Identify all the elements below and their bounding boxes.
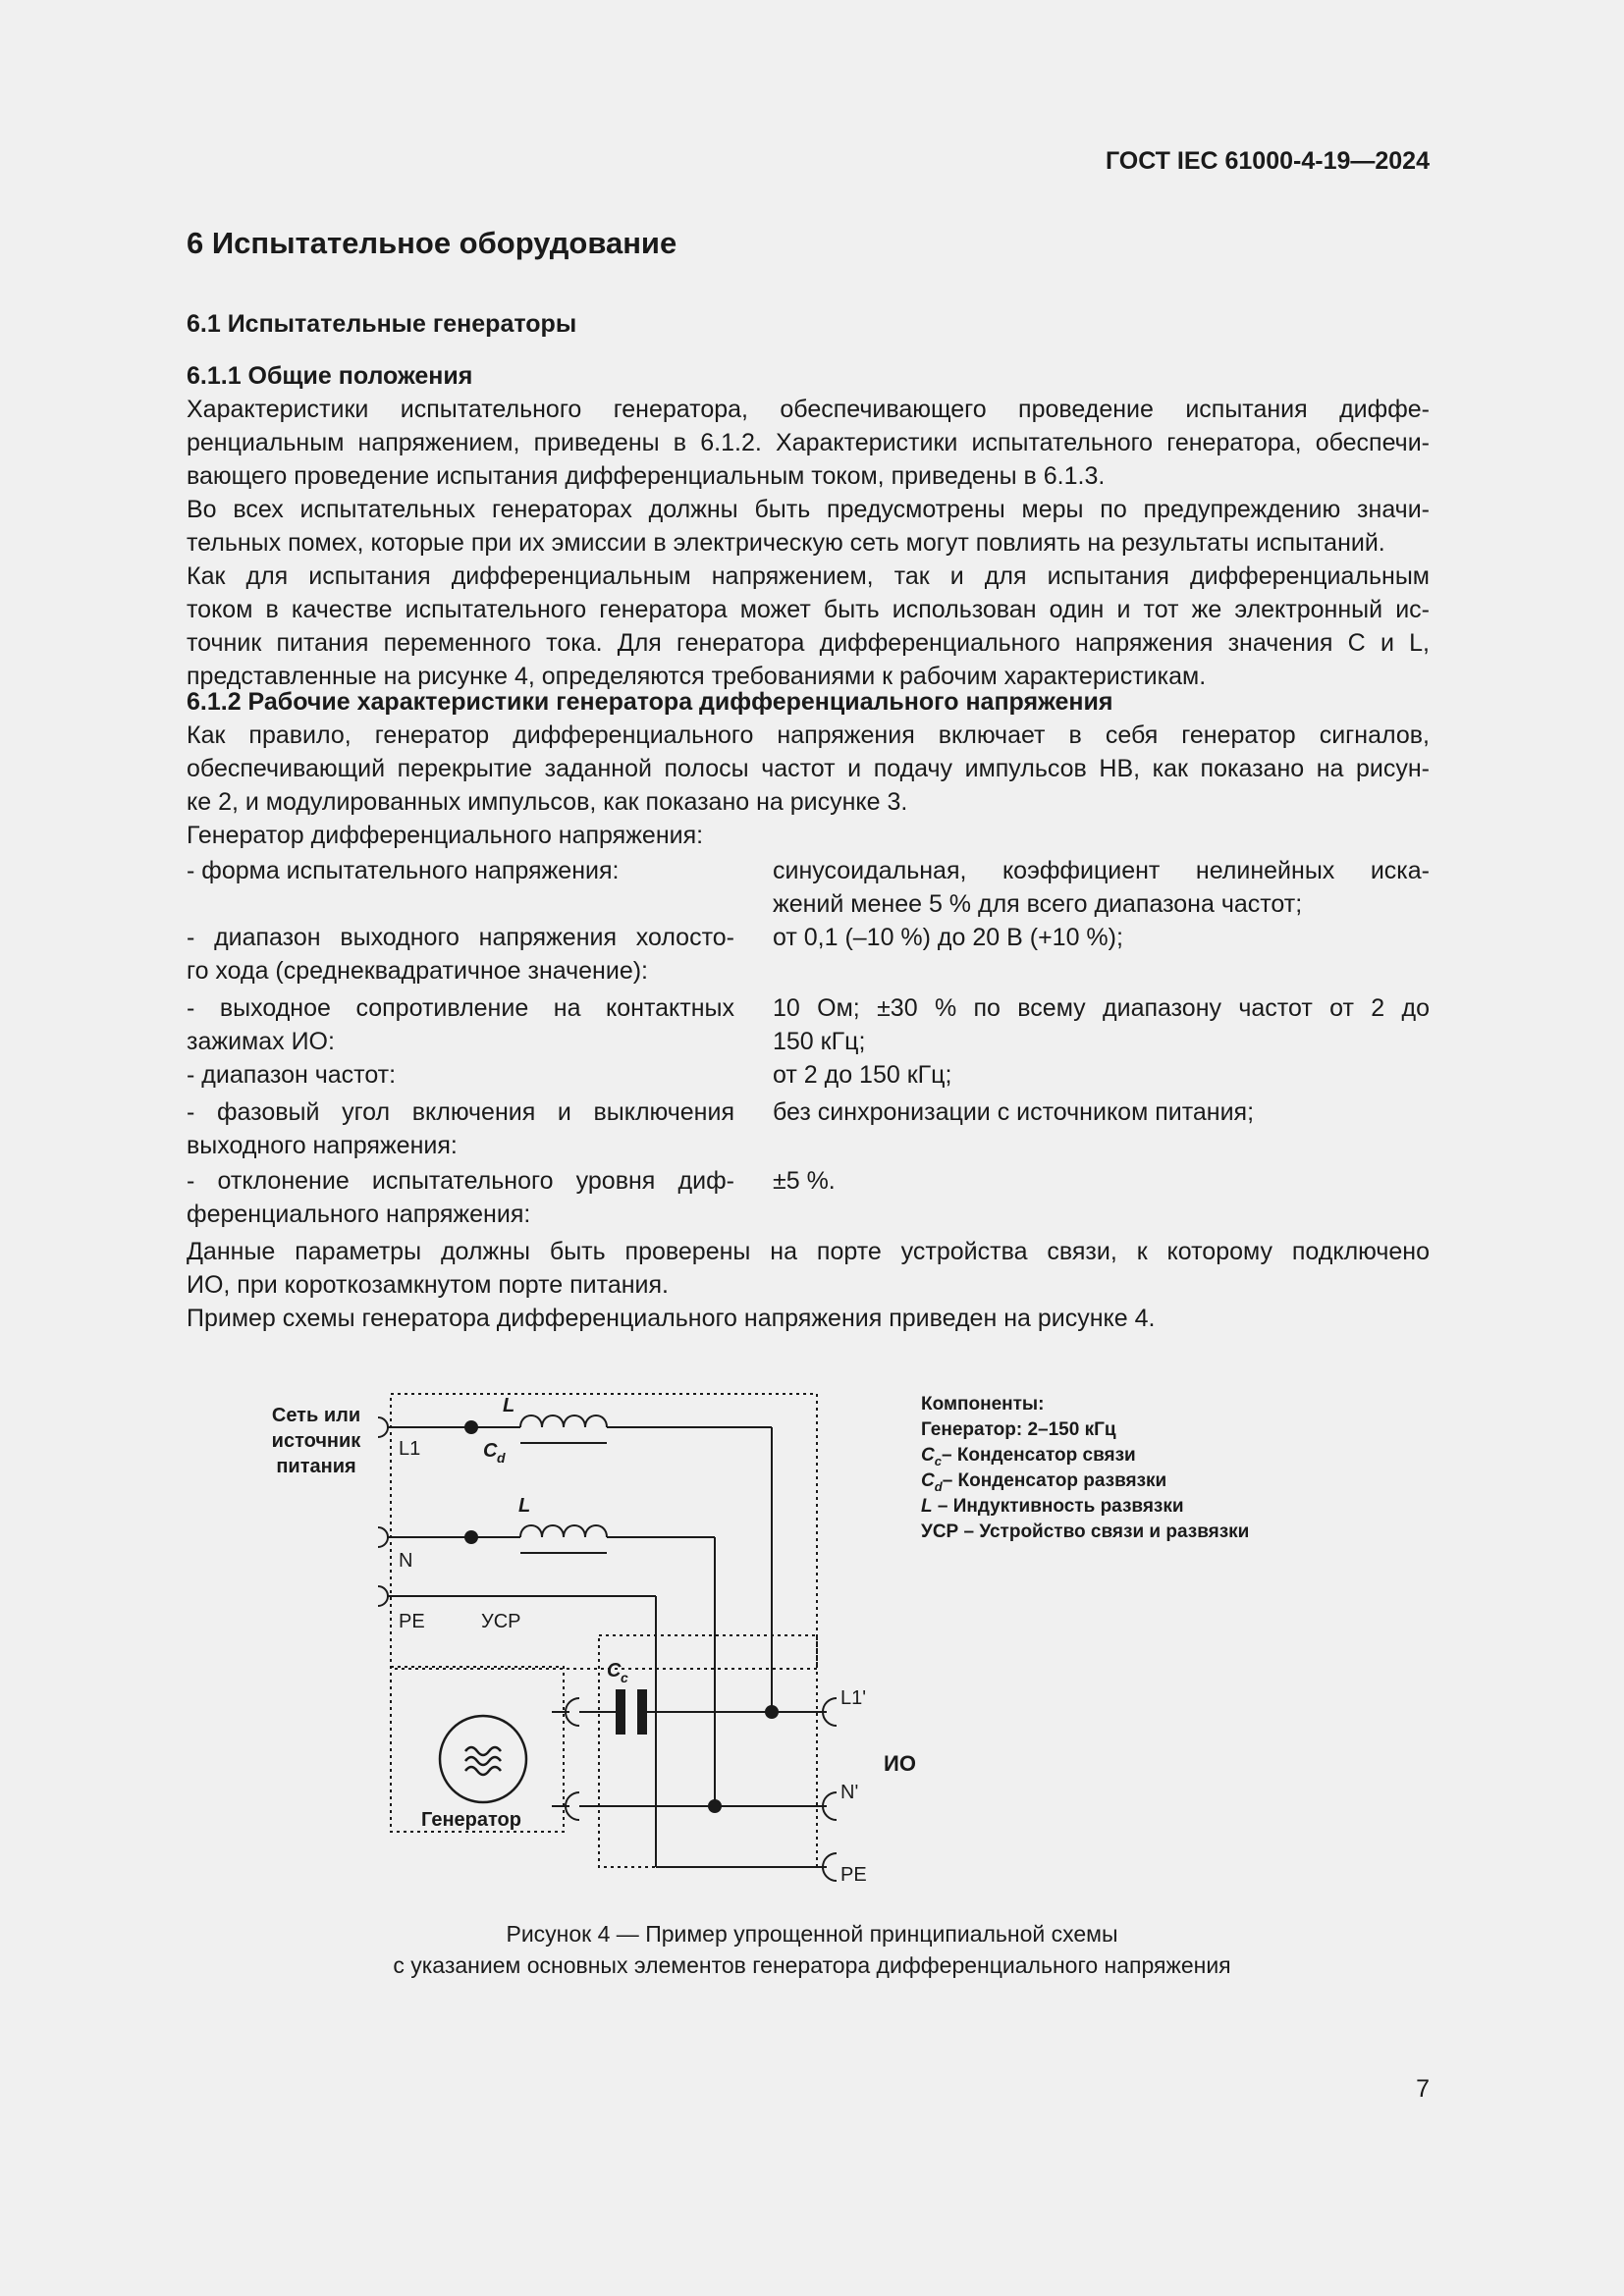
paragraph-line: током в качестве испытательного генератора может быть использован один и тот же электронный ис- (187, 596, 1430, 623)
section-title: 6 Испытательное оборудование (187, 226, 677, 260)
figure-caption: Рисунок 4 — Пример упрощенной принципиальной схемы с указанием основных элементов генератора дифференциального напряжения (393, 1921, 1231, 1978)
paragraph-line: Характеристики испытательного генератора, обеспечивающего проведение испытания диффе- (187, 396, 1430, 423)
paragraph-line: Пример схемы генератора дифференциального напряжения приведен на рисунке 4. (187, 1305, 1156, 1332)
paragraph-line: ИО, при короткозамкнутом порте питания. (187, 1271, 669, 1299)
label-L-top: L (503, 1395, 515, 1416)
spec-label: - выходное сопротивление на контактных зажимах ИО: (187, 994, 734, 1055)
legend-title: Компоненты: (921, 1394, 1045, 1415)
label-Cd: C (483, 1440, 498, 1462)
paragraph-line: Данные параметры должны быть проверены на порте устройства связи, к которому подключено (187, 1238, 1430, 1265)
usr-box (599, 1635, 817, 1867)
section-611-title: 6.1.1 Общие положения (187, 362, 473, 390)
label-Cc: C (607, 1660, 622, 1682)
terminal-PE (378, 1586, 388, 1606)
node-dot (464, 1420, 478, 1434)
subsection-title: 6.1 Испытательные генераторы (187, 310, 577, 338)
paragraph-line: точник питания переменного тока. Для генератора дифференциального напряжения значения C и L, (187, 629, 1430, 657)
spec-label: - форма испытательного напряжения: (187, 857, 620, 884)
legend-usr: УСР – Устройство связи и развязки (921, 1522, 1250, 1542)
generator-symbol (440, 1716, 526, 1802)
spec-value: 10 Ом; ±30 % по всему диапазону частот от 2 до 150 кГц; (773, 994, 1430, 1055)
node-dot (708, 1799, 722, 1813)
schematic-figure (0, 1364, 1624, 1895)
cdn-outer-box (391, 1394, 817, 1669)
capacitor-Cc-plate2 (638, 1690, 646, 1734)
source-label: питания (276, 1456, 356, 1477)
label-Cd-sub: d (497, 1450, 506, 1466)
generator-box (391, 1667, 564, 1832)
paragraph-line: обеспечивающий перекрытие заданной полосы частот и подачу импульсов НВ, как показано на рисун- (187, 755, 1430, 782)
spec-label: - диапазон выходного напряжения холосто- го хода (среднеквадратичное значение): (187, 924, 734, 985)
terminal-L1 (378, 1417, 388, 1437)
source-label: источник (271, 1430, 361, 1452)
svg-text:Cd– Конденсатор развязки: $C_d-$ Конденсатор развязки (921, 1470, 1167, 1494)
legend-gen: Генератор: 2–150 кГц (921, 1419, 1116, 1440)
spec-label: - отклонение испытательного уровня диф- ференциального напряжения: (187, 1167, 734, 1228)
page-number: 7 (1416, 2075, 1430, 2103)
spec-value: ±5 %. (773, 1167, 836, 1195)
section-612-tail (187, 1235, 1430, 1335)
paragraph-line: ренциальным напряжением, приведены в 6.1.2. Характеристики испытательного генератора, обеспечи- (187, 429, 1430, 456)
spec-value: от 2 до 150 кГц; (773, 1061, 952, 1089)
list-intro: Генератор дифференциального напряжения: (187, 822, 704, 849)
paragraph-line: Во всех испытательных генераторах должны быть предусмотрены меры по предупреждению значи- (187, 496, 1430, 523)
spec-value: без синхронизации с источником питания; (773, 1098, 1255, 1126)
spec-label: - фазовый угол включения и выключения выходного напряжения: (187, 1098, 734, 1159)
terminal-N (378, 1527, 388, 1547)
label-L1p: L1' (840, 1687, 867, 1709)
label-generator: Генератор (421, 1809, 521, 1831)
svg-text:L – Индуктивность развязки: L – Индуктивность развязки (921, 1496, 1184, 1517)
document-id: ГОСТ IEC 61000-4-19—2024 (1105, 147, 1430, 175)
paragraph-line: вающего проведение испытания дифференциальным током, приведены в 6.1.3. (187, 462, 1106, 490)
section-612-title: 6.1.2 Рабочие характеристики генератора дифференциального напряжения (187, 688, 1113, 716)
label-Cc-sub: c (621, 1670, 628, 1685)
paragraph-line: Как правило, генератор дифференциального напряжения включает в себя генератор сигналов, (187, 721, 1430, 749)
label-PE: PE (399, 1611, 425, 1632)
paragraph-line: Как для испытания дифференциальным напряжением, так и для испытания дифференциальным (187, 562, 1430, 590)
paragraph-line: представленные на рисунке 4, определяются требованиями к рабочим характеристикам. (187, 663, 1207, 690)
label-Np: N' (840, 1782, 859, 1803)
svg-text:Cc– Конденсатор связи: $C_c-$ Конденсатор связи (921, 1445, 1136, 1468)
paragraph-line: тельных помех, которые при их эмиссии в электрическую сеть могут повлиять на результаты испытаний. (187, 529, 1385, 557)
inductor-L1 (520, 1415, 607, 1427)
node-dot (765, 1705, 779, 1719)
spec-value: синусоидальная, коэффициент нелинейных иска- жений менее 5 % для всего диапазона частот; (773, 857, 1430, 918)
paragraph-line: ке 2, и модулированных импульсов, как показано на рисунке 3. (187, 788, 908, 816)
spec-label: - диапазон частот: (187, 1061, 397, 1089)
label-USR: УСР (481, 1611, 521, 1632)
inductor-N (520, 1525, 607, 1537)
label-N: N (399, 1550, 413, 1572)
label-PEp: PE (840, 1864, 867, 1886)
label-L-mid: L (518, 1495, 531, 1517)
label-L1: L1 (399, 1438, 421, 1460)
source-label: Сеть или (271, 1405, 361, 1426)
legend (921, 1394, 1249, 1542)
spec-value: от 0,1 (–10 %) до 20 В (+10 %); (773, 924, 1123, 951)
label-IO: ИО (884, 1751, 916, 1776)
capacitor-Cc-plate1 (617, 1690, 624, 1734)
node-dot (464, 1530, 478, 1544)
section-611 (187, 359, 1430, 693)
section-612 (187, 685, 1430, 852)
